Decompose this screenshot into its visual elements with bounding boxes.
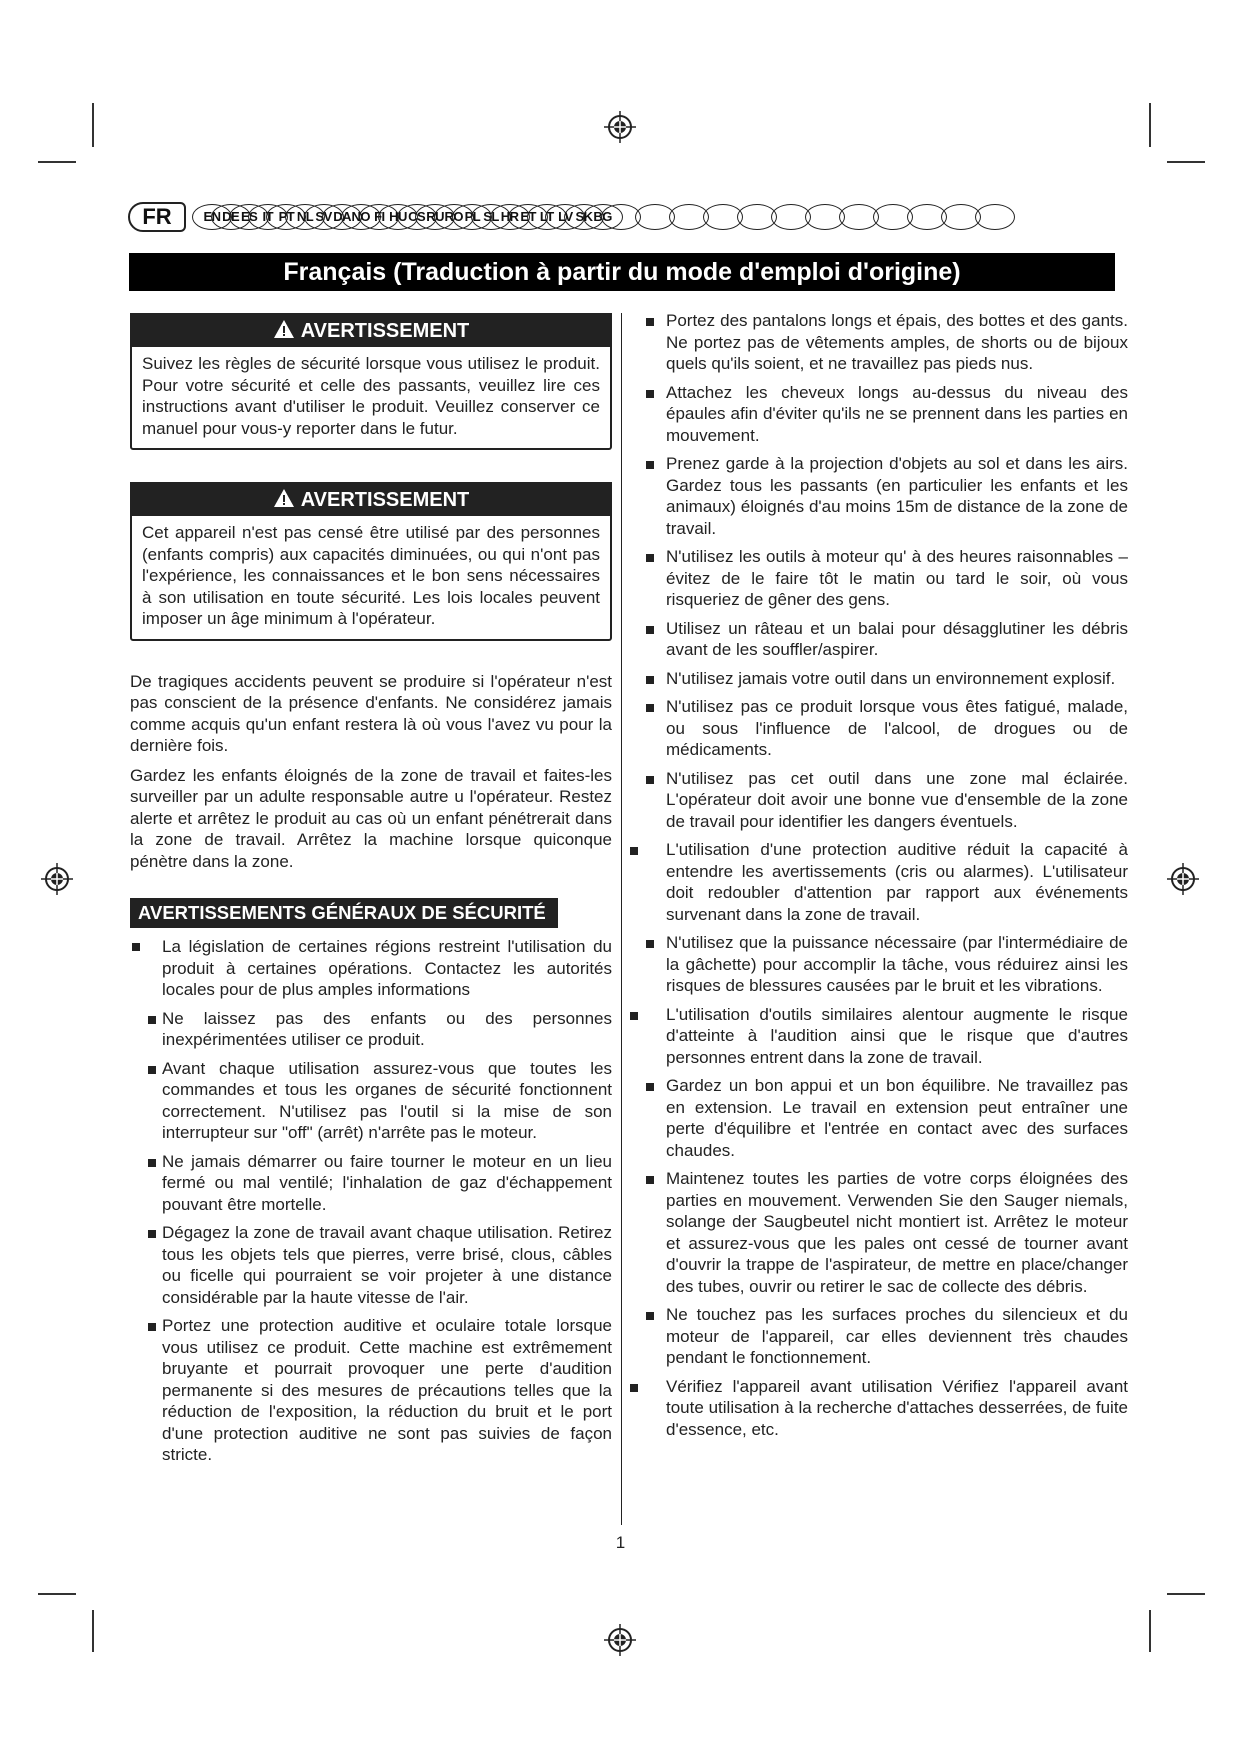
language-badge-active: FR bbox=[128, 202, 186, 232]
bullet-square-icon bbox=[646, 554, 654, 562]
language-code-tab: SL bbox=[471, 204, 511, 230]
bullet-square-icon bbox=[646, 776, 654, 784]
warning-box bbox=[130, 482, 612, 641]
warning-heading bbox=[132, 484, 610, 516]
language-code-tab: HR bbox=[490, 204, 530, 230]
bullet-square-icon bbox=[646, 1083, 654, 1091]
bullet-square-icon bbox=[132, 943, 140, 951]
language-code-tab: RO bbox=[434, 204, 474, 230]
crop-mark bbox=[92, 1610, 94, 1652]
bullet-square-icon bbox=[630, 1384, 638, 1392]
bullet-square-icon bbox=[646, 390, 654, 398]
bullet-square-icon bbox=[148, 1230, 156, 1238]
registration-mark-icon bbox=[603, 110, 637, 144]
list-item: N'utilisez les outils à moteur qu' à des heures raisonnables – évitez de le faire tôt le matin ou tard le soir, où vous risqueriez de gêner des gens. bbox=[658, 546, 1128, 611]
list-item: Dégagez la zone de travail avant chaque utilisation. Retirez tous les objets tels que pierres, verre brisé, clous, câbles ou ficelle qui pourraient se voir projeter à une distance considérable par la haute vitesse de l'air. bbox=[130, 1222, 612, 1308]
warning-heading-text: AVERTISSEMENT bbox=[300, 320, 470, 342]
warning-heading-text: AVERTISSEMENT bbox=[300, 489, 470, 511]
list-item: L'utilisation d'une protection auditive réduit la capacité à entendre les avertissements (cris ou alarmes). L'utilisateur doit redoubler d'attention par rapport aux événements survenant dans la zone de travail. bbox=[658, 839, 1128, 925]
warning-triangle-icon bbox=[273, 317, 295, 349]
list-item: Portez des pantalons longs et épais, des bottes et des gants. Ne portez pas de vêtements amples, de shorts ou de bijoux quels qu'ils soient, et ne travaillez pas pieds nus. bbox=[658, 310, 1128, 375]
crop-mark bbox=[1167, 1593, 1205, 1595]
crop-mark bbox=[1149, 1610, 1151, 1652]
bullet-square-icon bbox=[630, 847, 638, 855]
right-bullet-list bbox=[658, 310, 1128, 1440]
language-code-tab: SV bbox=[304, 204, 344, 230]
bullet-square-icon bbox=[148, 1159, 156, 1167]
list-item: N'utilisez pas ce produit lorsque vous êtes fatigué, malade, ou sous l'influence de l'alcool, de drogues ou de médicaments. bbox=[658, 696, 1128, 761]
page-number: 1 bbox=[615, 1533, 626, 1552]
list-item: Avant chaque utilisation assurez-vous que toutes les commandes et tous les organes de sécurité fonctionnent correctement. N'utilisez pas l'outil si la mise de son interrupteur sur "off" (arrêt) n'arrête pas le moteur. bbox=[130, 1058, 612, 1144]
list-item: Vérifiez l'appareil avant utilisation Vérifiez l'appareil avant toute utilisation à la recherche d'attaches desserrées, de fuite d'essence, etc. bbox=[658, 1376, 1128, 1441]
language-code-tab: LV bbox=[545, 204, 585, 230]
list-item: Prenez garde à la projection d'objets au sol et dans les airs. Gardez tous les passants (en particulier les enfants et les animaux) éloignés d'au moins 15m de distance de la zone de travail. bbox=[658, 453, 1128, 539]
list-item: L'utilisation d'outils similaires alentour augmente le risque d'atteinte à l'audition ainsi que le risque que d'autres personnes entrent dans la zone de travail. bbox=[658, 1004, 1128, 1069]
warning-triangle-icon bbox=[273, 486, 295, 518]
left-column bbox=[130, 313, 612, 1473]
bullet-square-icon bbox=[646, 940, 654, 948]
language-code-tab: LT bbox=[527, 204, 567, 230]
registration-mark-icon bbox=[1166, 862, 1200, 896]
intro-paragraph: De tragiques accidents peuvent se produire si l'opérateur n'est pas conscient de la présence d'enfants. Ne considérez jamais comme acquis qu'un enfant restera là où vous l'avez vu pour la dernière fois. bbox=[130, 671, 612, 755]
language-code-tab: ET bbox=[508, 204, 548, 230]
crop-mark bbox=[1149, 103, 1151, 147]
crop-mark bbox=[1167, 161, 1205, 163]
crop-mark bbox=[92, 103, 94, 147]
language-code-tab: NO bbox=[341, 204, 381, 230]
language-code-tab bbox=[975, 204, 1015, 230]
language-code-tab: HU bbox=[378, 204, 418, 230]
bullet-square-icon bbox=[646, 676, 654, 684]
language-code-tab: EN bbox=[192, 204, 232, 230]
list-item: Ne jamais démarrer ou faire tourner le moteur en un lieu fermé ou mal ventilé; l'inhalation de gaz d'échappement pouvant être mortelle. bbox=[130, 1151, 612, 1216]
list-item: Portez une protection auditive et oculaire totale lorsque vous utilisez ce produit. Cette machine est extrêmement bruyante et pourrait provoquer une perte d'audition permanente si des mesures de précautions telles que la réduction de l'exposition, la réduction du bruit et le port d'une protection auditive ne sont pas suivies de façon stricte. bbox=[130, 1315, 612, 1466]
language-code-tab: DE bbox=[211, 204, 251, 230]
language-code-tab: PL bbox=[452, 204, 492, 230]
warning-text: Cet appareil n'est pas censé être utilisé par des personnes (enfants compris) aux capacités diminuées, ou qui n'ont pas l'expérience, les connaissances et le bon sens nécessaires à son utilisation en toute sécurité. Les lois locales peuvent imposer un âge minimum à l'opérateur. bbox=[142, 523, 600, 628]
language-code-tab: RU bbox=[415, 204, 455, 230]
list-item: Maintenez toutes les parties de votre corps éloignées des parties en mouvement. Verwenden Sie den Sauger niemals, solange der Saugbeutel nicht montiert ist. Arrêtez le moteur et assurez-vous que les pales ont cessé de tourner avant d'ouvrir la trappe de l'aspirateur, de mettre en place/changer des tubes, ouvrir ou retirer le sac de collecte des débris. bbox=[658, 1168, 1128, 1297]
bullet-square-icon bbox=[646, 1312, 654, 1320]
list-item: Attachez les cheveux longs au-dessus du niveau des épaules afin d'éviter qu'ils ne se prennent dans les parties en mouvement. bbox=[658, 382, 1128, 447]
language-tabs bbox=[128, 200, 1118, 236]
column-divider bbox=[621, 313, 622, 1525]
warning-box bbox=[130, 313, 612, 450]
list-item: N'utilisez que la puissance nécessaire (par l'intermédiaire de la gâchette) pour accomplir la tâche, vous réduirez ainsi les risques de blessures causées par le bruit et les vibrations. bbox=[658, 932, 1128, 997]
list-item: Gardez un bon appui et un bon équilibre. Ne travaillez pas en extension. Le travail en extension peut entraîner une perte d'équilibre et l'entrée en contact avec des surfaces chaudes. bbox=[658, 1075, 1128, 1161]
registration-mark-icon bbox=[40, 862, 74, 896]
language-code-tab: NL bbox=[285, 204, 325, 230]
warning-heading bbox=[132, 315, 610, 347]
bullet-square-icon bbox=[646, 1176, 654, 1184]
language-code-tab: IT bbox=[248, 204, 288, 230]
list-item: N'utilisez jamais votre outil dans un environnement explosif. bbox=[658, 668, 1128, 690]
bullet-square-icon bbox=[148, 1066, 156, 1074]
crop-mark bbox=[38, 1593, 76, 1595]
bullet-square-icon bbox=[646, 704, 654, 712]
warning-text: Suivez les règles de sécurité lorsque vous utilisez le produit. Pour votre sécurité et celle des passants, veuillez lire ces instructions avant d'utiliser le produit. Veuillez conserver ce manuel pour vous-y reporter dans le futur. bbox=[142, 354, 600, 438]
language-code-tab: BG bbox=[583, 204, 623, 230]
list-item: La législation de certaines régions restreint l'utilisation du produit à certaines opérations. Contactez les autorités locales pour de plus amples informations bbox=[130, 936, 612, 1001]
bullet-square-icon bbox=[646, 318, 654, 326]
language-code-tab: ES bbox=[229, 204, 269, 230]
list-item: Utilisez un râteau et un balai pour désagglutiner les débris avant de les souffler/aspirer. bbox=[658, 618, 1128, 661]
language-code-tab: SK bbox=[564, 204, 604, 230]
list-item: N'utilisez pas cet outil dans une zone mal éclairée. L'opérateur doit avoir une bonne vue d'ensemble de la zone de travail pour identifier les dangers éventuels. bbox=[658, 768, 1128, 833]
language-code-tab: FI bbox=[359, 204, 399, 230]
language-code-tab: PT bbox=[266, 204, 306, 230]
bullet-square-icon bbox=[646, 626, 654, 634]
bullet-square-icon bbox=[646, 461, 654, 469]
intro-paragraph: Gardez les enfants éloignés de la zone de travail et faites-les surveiller par un adulte responsable autre u l'opérateur. Restez alerte et arrêtez le produit au cas où un enfant pénétrerait dans la zone de travail. Arrêtez la machine lorsque quiconque pénètre dans la zone. bbox=[130, 765, 612, 871]
language-code-tab: CS bbox=[397, 204, 437, 230]
crop-mark bbox=[38, 161, 76, 163]
bullet-square-icon bbox=[148, 1323, 156, 1331]
registration-mark-icon bbox=[603, 1623, 637, 1657]
page-title: Français (Traduction à partir du mode d'emploi d'origine) bbox=[129, 253, 1115, 291]
bullet-square-icon bbox=[148, 1016, 156, 1024]
right-column bbox=[658, 310, 1128, 1447]
list-item: Ne touchez pas les surfaces proches du silencieux et du moteur de l'appareil, car elles deviennent très chaudes pendant le fonctionnement. bbox=[658, 1304, 1128, 1369]
section-heading: AVERTISSEMENTS GÉNÉRAUX DE SÉCURITÉ bbox=[130, 898, 558, 928]
left-bullet-list bbox=[130, 936, 612, 1466]
language-code-tab: DA bbox=[322, 204, 362, 230]
list-item: Ne laissez pas des enfants ou des personnes inexpérimentées utiliser ce produit. bbox=[130, 1008, 612, 1051]
bullet-square-icon bbox=[630, 1012, 638, 1020]
